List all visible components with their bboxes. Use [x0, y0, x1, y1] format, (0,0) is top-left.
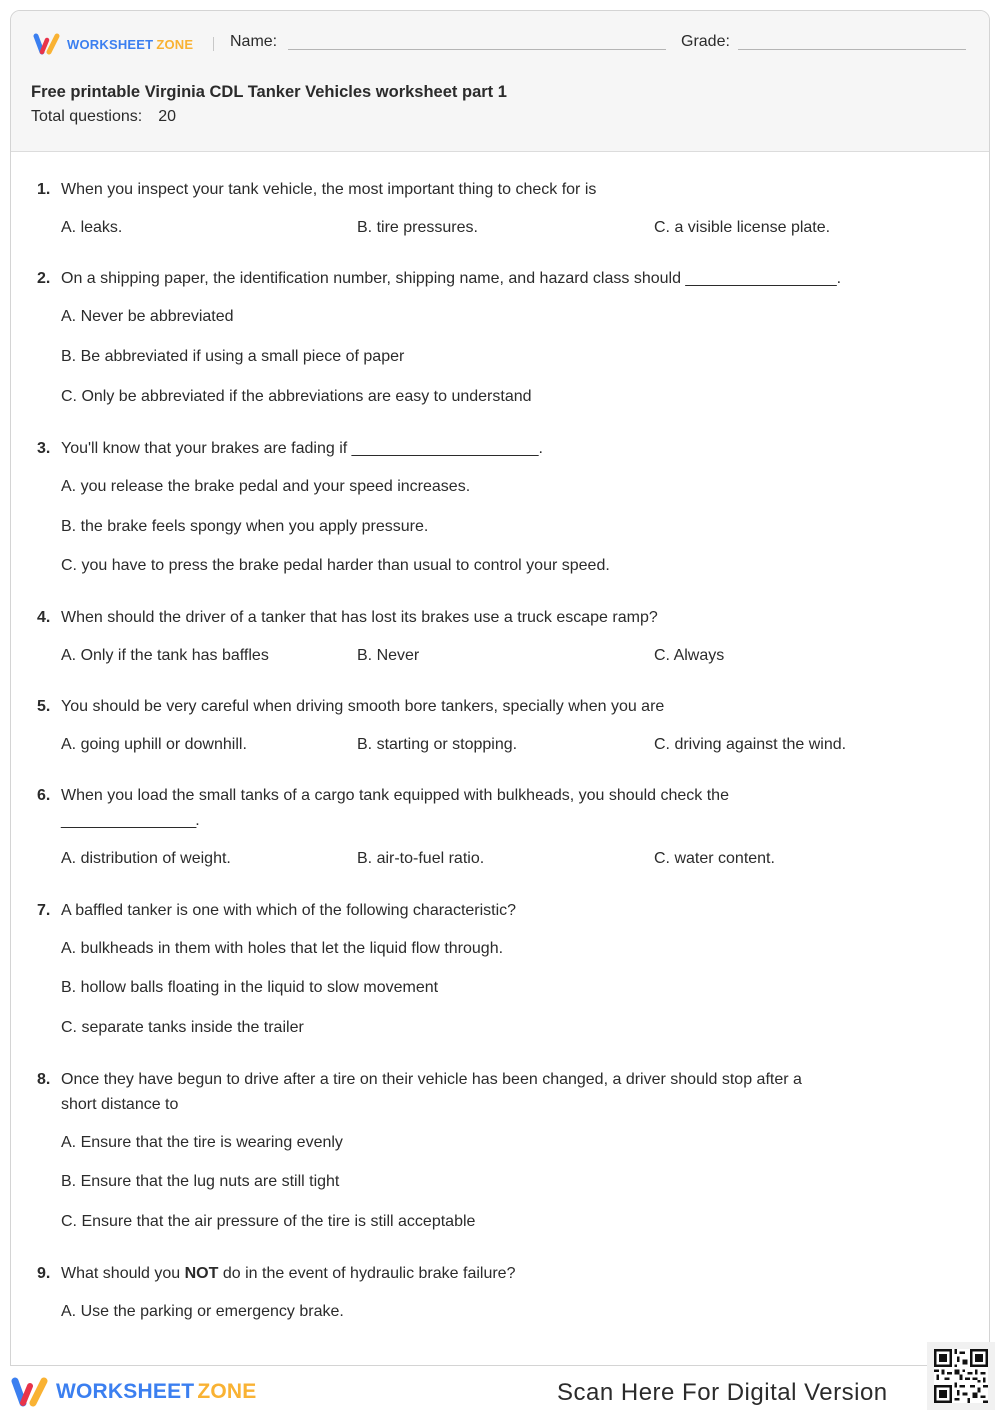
brand-logo: [33, 33, 193, 55]
question-1-option-a: A. leaks.: [61, 219, 123, 236]
total-questions-value: 20: [158, 108, 176, 125]
question-number: 6.: [37, 787, 51, 804]
question-5: [37, 694, 911, 719]
question-number: 9.: [37, 1265, 51, 1282]
question-8-option-a: A. Ensure that the tire is wearing evenly: [61, 1134, 343, 1151]
question-text: You'll know that your brakes are fading if _____________________.: [61, 440, 543, 457]
question-4-option-c: C. Always: [654, 647, 725, 664]
question-3-option-a: A. you release the brake pedal and your speed increases.: [61, 478, 471, 495]
question-2-option-c: C. Only be abbreviated if the abbreviations are easy to understand: [61, 388, 532, 405]
name-field[interactable]: [288, 49, 666, 50]
answer-blank: _________________.: [61, 812, 199, 829]
question-3-option-c: C. you have to press the brake pedal harder than usual to control your speed.: [61, 557, 610, 574]
question-3: [37, 436, 911, 461]
question-text: When you inspect your tank vehicle, the most important thing to check for is: [61, 181, 597, 198]
question-9-option-a: A. Use the parking or emergency brake.: [61, 1303, 344, 1320]
question-number: 5.: [37, 698, 51, 715]
question-4-option-b: B. Never: [357, 647, 420, 664]
name-label: Name:: [230, 33, 278, 50]
question-6-option-b: B. air-to-fuel ratio.: [357, 850, 485, 867]
total-questions-label: Total questions:: [31, 108, 143, 125]
question-text: When should the driver of a tanker that has lost its brakes use a truck escape ramp?: [61, 609, 658, 626]
question-number: 2.: [37, 270, 51, 287]
question-2: [37, 266, 911, 291]
question-text: You should be very careful when driving smooth bore tankers, specially when you are: [61, 698, 665, 715]
question-4-option-a: A. Only if the tank has baffles: [61, 647, 269, 664]
question-5-option-c: C. driving against the wind.: [654, 736, 847, 753]
question-7-option-a: A. bulkheads in them with holes that let the liquid flow through.: [61, 940, 504, 957]
question-6-option-a: A. distribution of weight.: [61, 850, 231, 867]
question-number: 8.: [37, 1071, 51, 1088]
question-6: [37, 783, 911, 833]
question-7-option-c: C. separate tanks inside the trailer: [61, 1019, 304, 1036]
question-number: 1.: [37, 181, 51, 198]
question-9: [37, 1261, 911, 1286]
question-8: [37, 1067, 911, 1117]
emphasis-not: NOT: [184, 1265, 219, 1282]
header-divider: [213, 37, 214, 51]
question-8-option-b: B. Ensure that the lug nuts are still tight: [61, 1173, 340, 1190]
question-7: [37, 898, 911, 923]
question-6-option-c: C. water content.: [654, 850, 775, 867]
question-4: [37, 605, 911, 630]
worksheet-page: [10, 10, 990, 1366]
worksheet-header: [11, 11, 989, 152]
question-2-option-b: B. Be abbreviated if using a small piece of paper: [61, 348, 405, 365]
scan-digital-version-label: Scan Here For Digital Version: [557, 1379, 888, 1406]
question-number: 3.: [37, 440, 51, 457]
question-3-option-b: B. the brake feels spongy when you apply pressure.: [61, 518, 429, 535]
footer-brand-logo: [10, 1376, 256, 1408]
question-2-option-a: A. Never be abbreviated: [61, 308, 234, 325]
qr-code[interactable]: [927, 1342, 995, 1410]
question-text: On a shipping paper, the identification number, shipping name, and hazard class should _________________.: [61, 270, 842, 287]
question-7-option-b: B. hollow balls floating in the liquid to slow movement: [61, 979, 439, 996]
question-text: A baffled tanker is one with which of the following characteristic?: [61, 902, 517, 919]
question-5-option-b: B. starting or stopping.: [357, 736, 518, 753]
worksheet-zone-logo-icon: [33, 33, 63, 55]
question-1-option-b: B. tire pressures.: [357, 219, 478, 236]
question-number: 4.: [37, 609, 51, 626]
question-text: Once they have begun to drive after a tire on their vehicle has been changed, a driver should stop after a short distance to: [61, 1071, 802, 1113]
question-5-option-a: A. going uphill or downhill.: [61, 736, 247, 753]
brand-name: WORKSHEET ZONE: [67, 36, 194, 52]
question-1: [37, 177, 911, 202]
worksheet-title: Free printable Virginia CDL Tanker Vehicles worksheet part 1: [31, 83, 507, 101]
question-text: When you load the small tanks of a cargo tank equipped with bulkheads, you should check the _________________.: [61, 787, 729, 829]
question-text: What should you NOT do in the event of hydraulic brake failure?: [61, 1265, 516, 1282]
worksheet-zone-logo-icon: [10, 1376, 52, 1408]
total-questions: [31, 108, 176, 126]
question-8-option-c: C. Ensure that the air pressure of the tire is still acceptable: [61, 1213, 476, 1230]
brand-name: WORKSHEET ZONE: [56, 1380, 257, 1403]
question-number: 7.: [37, 902, 51, 919]
qr-code-icon: [934, 1349, 988, 1403]
grade-label: Grade:: [681, 33, 730, 50]
grade-field[interactable]: [738, 49, 966, 50]
question-1-option-c: C. a visible license plate.: [654, 219, 831, 236]
